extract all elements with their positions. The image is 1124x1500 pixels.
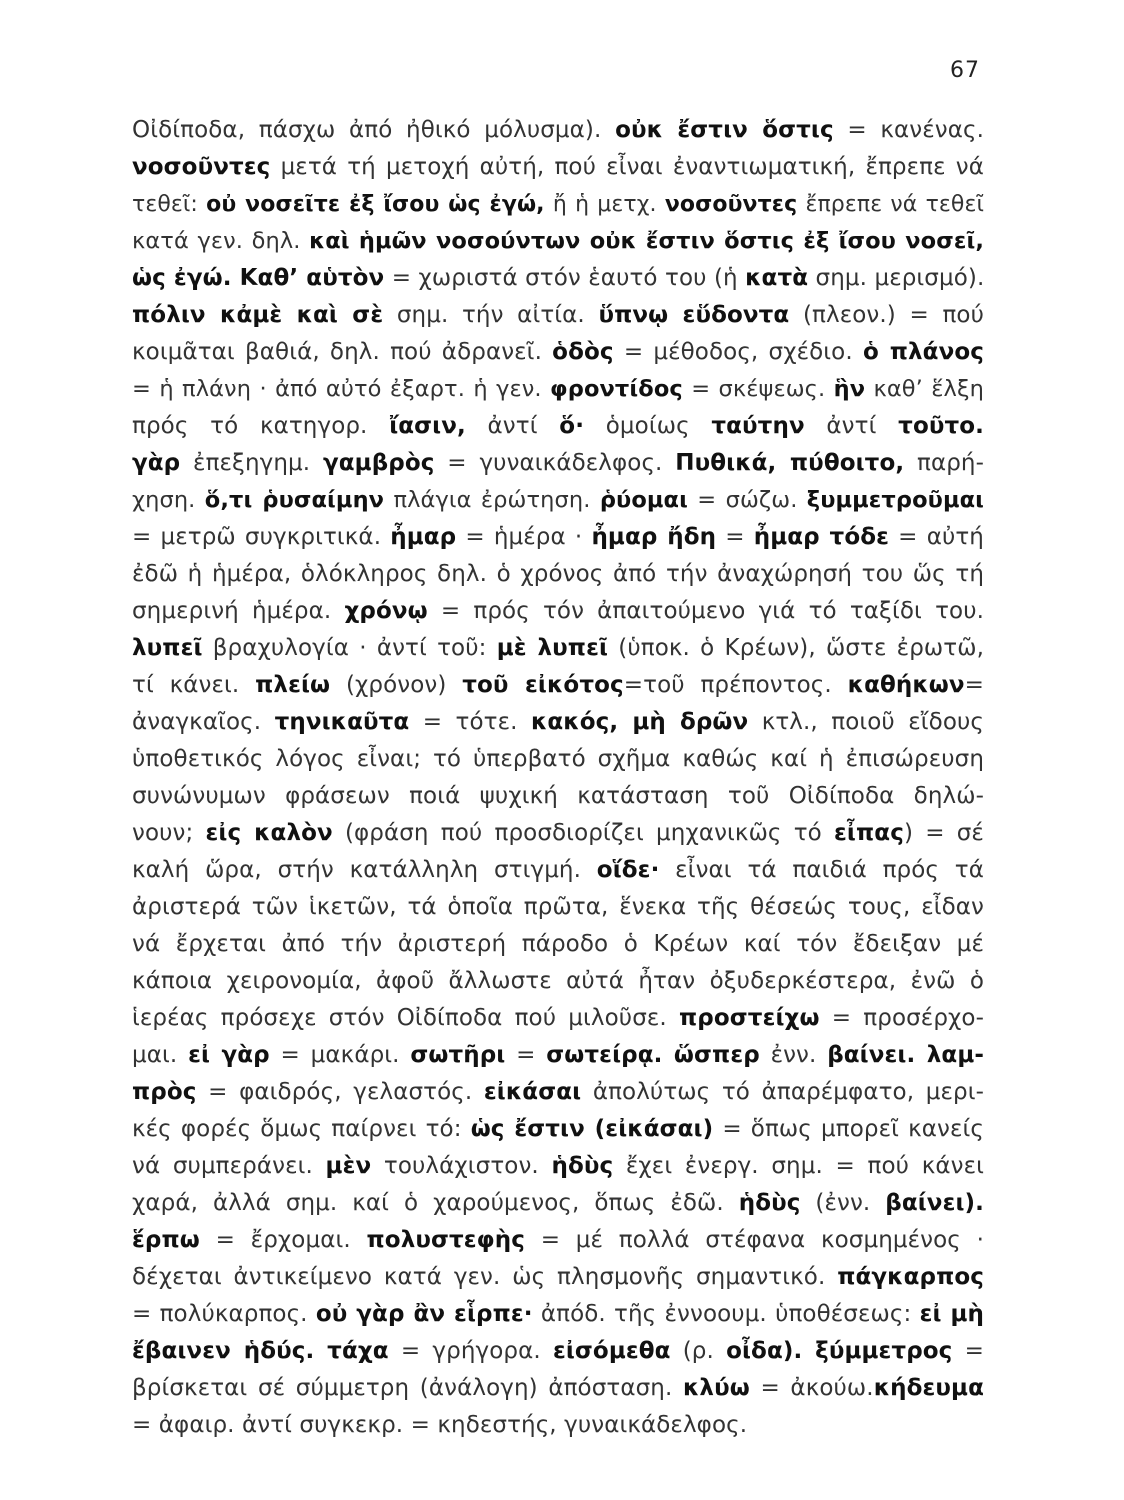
gloss-text: παρή- bbox=[904, 450, 984, 476]
text-line bbox=[132, 482, 984, 519]
lemma-term: λυπεῖ bbox=[132, 635, 203, 661]
gloss-text: = bbox=[505, 1042, 547, 1068]
lemma-term: οὐκ ἔστιν ὅστις bbox=[615, 117, 834, 143]
lemma-term: γὰρ bbox=[132, 450, 181, 476]
lemma-term: ὁ πλάνος bbox=[862, 339, 984, 365]
text-line bbox=[132, 1407, 984, 1444]
text-line bbox=[132, 1259, 984, 1296]
lemma-term: ἦμαρ ἤδη bbox=[591, 524, 717, 550]
lemma-term: βαίνει). bbox=[885, 1190, 984, 1216]
gloss-text: νά συμπεράνει. bbox=[132, 1153, 326, 1179]
gloss-text: τί κάνει. bbox=[132, 672, 256, 698]
gloss-text: ἔπρεπε νά τεθεῖ bbox=[797, 192, 984, 217]
gloss-text: πλάγια ἐρώτηση. bbox=[384, 487, 600, 513]
page-number: 67 bbox=[950, 58, 980, 83]
lemma-term: ταύτην bbox=[711, 413, 805, 439]
text-line bbox=[132, 223, 984, 260]
lemma-term: ὅ,τι ῥυσαίμην bbox=[204, 487, 385, 513]
gloss-text: = πολύκαρπος. bbox=[132, 1301, 316, 1327]
lemma-term: εἰ μὴ bbox=[919, 1301, 984, 1327]
gloss-text: (ρ. bbox=[670, 1338, 727, 1364]
gloss-text: ἱερέας πρόσεχε στόν Οἰδίποδα πού μιλοῦσε. bbox=[132, 1005, 680, 1031]
lemma-term: εἶπας bbox=[834, 820, 904, 846]
gloss-text: σημ. τήν αἰτία. bbox=[383, 302, 599, 328]
lemma-term: ἡδὺς bbox=[738, 1190, 801, 1216]
gloss-text: = bbox=[952, 1338, 984, 1364]
gloss-text: = ἀφαιρ. ἀντί συγκεκρ. = κηδεστής, γυναικάδελφος. bbox=[132, 1412, 748, 1438]
lemma-term: σωτῆρι bbox=[410, 1042, 506, 1068]
gloss-text: ἐνν. bbox=[759, 1042, 828, 1068]
gloss-text: Οἰδίποδα, πάσχω ἀπό ἠθικό μόλυσμα). bbox=[132, 117, 616, 143]
text-line bbox=[132, 149, 984, 186]
gloss-text: = μέθοδος, σχέδιο. bbox=[613, 339, 863, 365]
gloss-text: εἶναι τά παιδιά πρός τά bbox=[659, 857, 984, 883]
gloss-text: = γυναικάδελφος. bbox=[434, 450, 676, 476]
lemma-term: εἰ γὰρ bbox=[188, 1042, 270, 1068]
lemma-term: ἡδὺς bbox=[551, 1153, 614, 1179]
text-line bbox=[132, 519, 984, 556]
gloss-text: κάποια χειρονομία, ἀφοῦ ἄλλωστε αὐτά ἦταν ὀξυδερκέστερα, ἐνῶ ὁ bbox=[132, 968, 984, 994]
gloss-text: = πρός τόν ἀπαιτούμενο γιά τό ταξίδι του. bbox=[427, 598, 984, 624]
lemma-term: οὐ νοσεῖτε ἐξ ἴσου ὡς ἐγώ, bbox=[206, 192, 545, 217]
lemma-term: τοῦτο. bbox=[898, 413, 984, 439]
gloss-text: = ἀκούω. bbox=[749, 1375, 874, 1401]
text-line bbox=[132, 260, 984, 297]
text-line bbox=[132, 926, 984, 963]
gloss-text: καθ’ ἕλξη bbox=[865, 376, 984, 402]
lemma-term: πλείω bbox=[255, 672, 331, 698]
gloss-text: συνώνυμων φράσεων ποιά ψυχική κατάσταση τοῦ Οἰδίποδα δηλώ- bbox=[132, 783, 984, 809]
text-line bbox=[132, 1111, 984, 1148]
gloss-text: = ἡ πλάνη · ἀπό αὐτό ἐξαρτ. ἡ γεν. bbox=[132, 376, 551, 402]
lemma-term: νοσοῦντες bbox=[132, 154, 271, 180]
gloss-text: κές φορές ὅμως παίρνει τό: bbox=[132, 1116, 471, 1142]
gloss-text: νουν; bbox=[132, 820, 206, 846]
gloss-text: =τοῦ πρέποντος. bbox=[623, 672, 848, 698]
gloss-text: ὑποθετικός λόγος εἶναι; τό ὑπερβατό σχῆμα καθώς καί ἡ ἐπισώρευση bbox=[132, 746, 984, 772]
text-line bbox=[132, 852, 984, 889]
gloss-text: (πλεον.) = πού bbox=[789, 302, 984, 328]
text-line bbox=[132, 963, 984, 1000]
lemma-term: μὲν bbox=[325, 1153, 372, 1179]
gloss-text: = χωριστά στόν ἑαυτό του (ἡ bbox=[384, 265, 746, 291]
gloss-text: ) = σέ bbox=[903, 820, 984, 846]
gloss-text: = ἔρχομαι. bbox=[199, 1227, 367, 1253]
text-line bbox=[132, 556, 984, 593]
text-line bbox=[132, 1148, 984, 1185]
gloss-text: κοιμᾶται βαθιά, δηλ. πού ἀδρανεῖ. bbox=[132, 339, 553, 365]
lemma-term: γαμβρὸς bbox=[323, 450, 435, 476]
gloss-text: = μακάρι. bbox=[269, 1042, 411, 1068]
lemma-term: εἰς καλὸν bbox=[205, 820, 333, 846]
gloss-text: πρός τό κατηγορ. bbox=[132, 413, 390, 439]
text-line bbox=[132, 815, 984, 852]
text-line bbox=[132, 667, 984, 704]
text-line bbox=[132, 1222, 984, 1259]
gloss-text: ἀριστερά τῶν ἱκετῶν, τά ὁποῖα πρῶτα, ἕνεκα τῆς θέσεώς τους, εἶδαν bbox=[132, 894, 984, 920]
gloss-text: ἐπεξηγημ. bbox=[180, 450, 323, 476]
gloss-text: μετά τή μετοχή αὐτή, πού εἶναι ἐναντιωματική, ἔπρεπε νά bbox=[270, 154, 984, 180]
lemma-term: κλύω bbox=[682, 1375, 750, 1401]
lemma-term: ἦμαρ τόδε bbox=[753, 524, 890, 550]
gloss-text: = σκέψεως. bbox=[682, 376, 834, 402]
gloss-text: χηση. bbox=[132, 487, 205, 513]
lemma-term: ὡς ἐγώ. Καθ’ αὑτὸν bbox=[132, 265, 385, 291]
gloss-text: ἀπολύτως τό ἀπαρέμφατο, μερι- bbox=[581, 1079, 984, 1105]
gloss-text: (φράση πού προσδιορίζει μηχανικῶς τό bbox=[332, 820, 835, 846]
lemma-term: οὐ γὰρ ἂν εἷρπε· bbox=[315, 1301, 533, 1327]
text-line bbox=[132, 630, 984, 667]
lemma-term: σωτείρᾳ. ὥσπερ bbox=[546, 1042, 760, 1068]
gloss-text: ἀναγκαῖος. bbox=[132, 709, 275, 735]
gloss-text: ἐδῶ ἡ ἡμέρα, ὁλόκληρος δηλ. ὁ χρόνος ἀπό τήν ἀναχώρησή του ὥς τή bbox=[132, 561, 984, 587]
lemma-term: ὁδὸς bbox=[552, 339, 614, 365]
lemma-term: πόλιν κἀμὲ καὶ σὲ bbox=[132, 302, 384, 328]
gloss-text: = μετρῶ συγκριτικά. bbox=[132, 524, 391, 550]
gloss-text: = γρήγορα. bbox=[388, 1338, 553, 1364]
lemma-term: ξυμμετροῦμαι bbox=[806, 487, 984, 513]
gloss-text: = αὐτή bbox=[889, 524, 984, 550]
gloss-text: καλή ὥρα, στήν κατάλληλη στιγμή. bbox=[132, 857, 597, 883]
gloss-text: = κανένας. bbox=[833, 117, 984, 143]
gloss-text: ἀντί bbox=[465, 413, 560, 439]
lemma-term: ἦμαρ bbox=[390, 524, 457, 550]
gloss-text: = ἡμέρα · bbox=[456, 524, 592, 550]
lemma-term: φροντίδος bbox=[550, 376, 683, 402]
lemma-term: ὅ· bbox=[559, 413, 585, 439]
gloss-text: ἔχει ἐνεργ. σημ. = πού κάνει bbox=[613, 1153, 984, 1179]
text-line bbox=[132, 1333, 984, 1370]
gloss-text: κατά γεν. δηλ. bbox=[132, 228, 310, 254]
gloss-text: βρίσκεται σέ σύμμετρη (ἀνάλογη) ἀπόσταση. bbox=[132, 1375, 683, 1401]
gloss-text: = τότε. bbox=[409, 709, 531, 735]
lemma-term: καθήκων bbox=[847, 672, 965, 698]
lemma-term: οἶδα). ξύμμετρος bbox=[726, 1338, 953, 1364]
text-line bbox=[132, 778, 984, 815]
lemma-term: εἰκάσαι bbox=[483, 1079, 582, 1105]
lemma-term: προστείχω bbox=[679, 1005, 820, 1031]
text-line bbox=[132, 1296, 984, 1333]
gloss-text: σημ. μερισμό). bbox=[808, 265, 984, 291]
lemma-term: ὡς ἔστιν (εἰκάσαι) bbox=[470, 1116, 714, 1142]
text-line bbox=[132, 1000, 984, 1037]
lemma-term: εἰσόμεθα bbox=[552, 1338, 671, 1364]
gloss-text: ἤ ἡ μετχ. bbox=[544, 192, 665, 217]
text-line bbox=[132, 408, 984, 445]
text-line bbox=[132, 1074, 984, 1111]
lemma-term: κατὰ bbox=[745, 265, 809, 291]
text-line bbox=[132, 1370, 984, 1407]
text-line bbox=[132, 371, 984, 408]
text-line bbox=[132, 186, 984, 223]
lemma-term: τηνικαῦτα bbox=[274, 709, 410, 735]
gloss-text: (ὑποκ. ὁ Κρέων), ὥστε ἐρωτῶ, bbox=[608, 635, 984, 661]
gloss-text: = σώζω. bbox=[687, 487, 807, 513]
text-line bbox=[132, 593, 984, 630]
gloss-text: δέχεται ἀντικείμενο κατά γεν. ὡς πλησμονῆς σημαντικό. bbox=[132, 1264, 838, 1290]
lemma-term: βαίνει. λαμ- bbox=[827, 1042, 984, 1068]
lemma-term: κήδευμα bbox=[873, 1375, 984, 1401]
text-line bbox=[132, 889, 984, 926]
commentary-text bbox=[132, 112, 984, 1444]
text-line bbox=[132, 1185, 984, 1222]
gloss-text: ἀντί bbox=[804, 413, 899, 439]
gloss-text: ὁμοίως bbox=[584, 413, 712, 439]
gloss-text: σημερινή ἡμέρα. bbox=[132, 598, 345, 624]
text-line bbox=[132, 297, 984, 334]
lemma-term: χρόνῳ bbox=[344, 598, 428, 624]
gloss-text: νά ἔρχεται ἀπό τήν ἀριστερή πάροδο ὁ Κρέων καί τόν ἔδειξαν μέ bbox=[132, 931, 984, 957]
lemma-term: ἔβαινεν ἡδύς. τάχα bbox=[132, 1338, 389, 1364]
gloss-text: (χρόνον) bbox=[330, 672, 463, 698]
gloss-text: = φαιδρός, γελαστός. bbox=[196, 1079, 484, 1105]
lemma-term: νοσοῦντες bbox=[664, 192, 798, 217]
text-line bbox=[132, 741, 984, 778]
gloss-text: βραχυλογία · ἀντί τοῦ: bbox=[202, 635, 497, 661]
lemma-term: πολυστεφὴς bbox=[366, 1227, 525, 1253]
lemma-term: μὲ λυπεῖ bbox=[496, 635, 609, 661]
gloss-text: τουλάχιστον. bbox=[371, 1153, 552, 1179]
gloss-text: = ὅπως μπορεῖ κανείς bbox=[713, 1116, 984, 1142]
gloss-text: = προσέρχο- bbox=[819, 1005, 984, 1031]
lemma-term: Πυθικά, πύθοιτο, bbox=[675, 450, 905, 476]
gloss-text: κτλ., ποιοῦ εἴδους bbox=[748, 709, 984, 735]
gloss-text: τεθεῖ: bbox=[132, 192, 207, 217]
lemma-term: οἵδε· bbox=[596, 857, 660, 883]
gloss-text: μαι. bbox=[132, 1042, 189, 1068]
lemma-term: πρὸς bbox=[132, 1079, 197, 1105]
text-line bbox=[132, 112, 984, 149]
lemma-term: ῥύομαι bbox=[599, 487, 688, 513]
gloss-text: χαρά, ἀλλά σημ. καί ὁ χαρούμενος, ὅπως ἐδῶ. bbox=[132, 1190, 739, 1216]
lemma-term: ὕπνῳ εὕδοντα bbox=[598, 302, 790, 328]
gloss-text: = bbox=[716, 524, 754, 550]
lemma-term: κακός, μὴ δρῶν bbox=[530, 709, 749, 735]
lemma-term: πάγκαρπος bbox=[837, 1264, 984, 1290]
lemma-term: ἣν bbox=[833, 376, 866, 402]
lemma-term: ἴασιν, bbox=[389, 413, 466, 439]
lemma-term: ἕρπω bbox=[132, 1227, 200, 1253]
text-line bbox=[132, 1037, 984, 1074]
text-line bbox=[132, 334, 984, 371]
lemma-term: τοῦ εἰκότος bbox=[462, 672, 624, 698]
text-line bbox=[132, 445, 984, 482]
gloss-text: = μέ πολλά στέφανα κοσμημένος · bbox=[524, 1227, 984, 1253]
gloss-text: = bbox=[964, 672, 984, 698]
gloss-text: ἀπόδ. τῆς ἐννοουμ. ὑποθέσεως: bbox=[532, 1301, 920, 1327]
text-line bbox=[132, 704, 984, 741]
gloss-text: (ἐνν. bbox=[800, 1190, 886, 1216]
lemma-term: καὶ ἡμῶν νοσούντων οὐκ ἔστιν ὅστις ἐξ ἴσου νοσεῖ, bbox=[309, 228, 984, 254]
